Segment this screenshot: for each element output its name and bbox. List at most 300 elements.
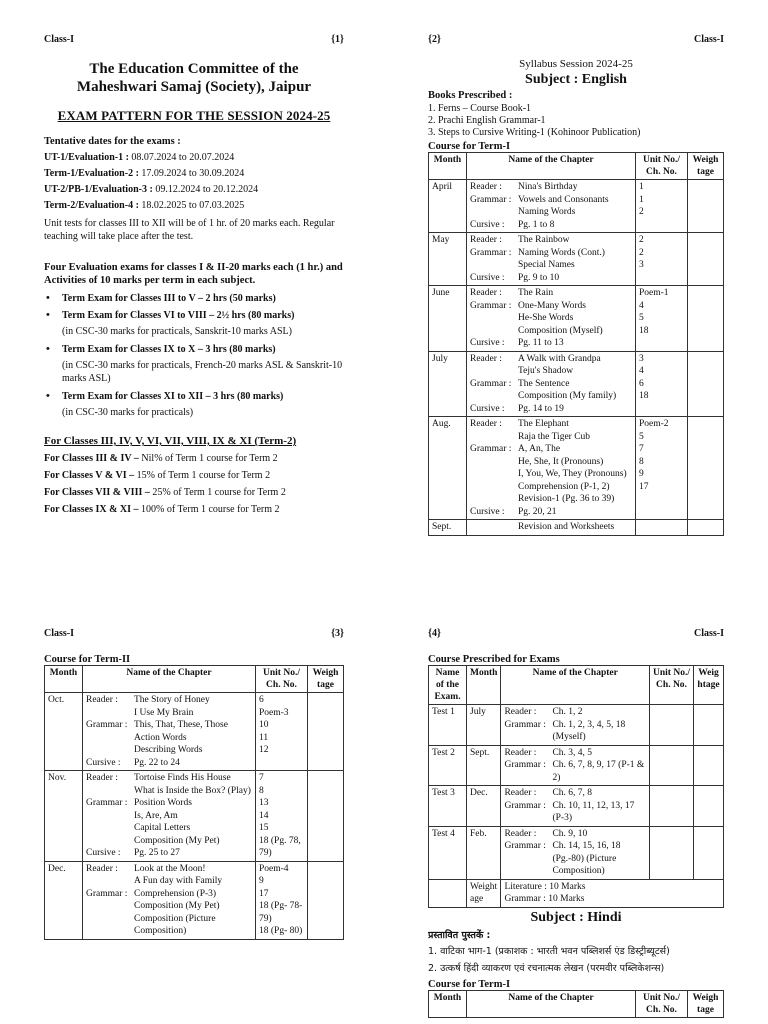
unit-value: 2 bbox=[639, 207, 644, 217]
month-cell: July bbox=[467, 705, 501, 746]
for-classes-label: For Classes VII & VIII – bbox=[44, 487, 150, 498]
weightage-cell bbox=[688, 286, 724, 352]
chapter-lines bbox=[470, 181, 632, 231]
chapter-name: A Walk with Grandpa bbox=[518, 353, 601, 364]
unit-value: 6 bbox=[639, 378, 644, 389]
chapter-name: What is Inside the Box? (Play) bbox=[134, 785, 251, 796]
chapter-cell bbox=[467, 520, 636, 536]
chapter-cell bbox=[467, 351, 636, 417]
column-header: Unit No./ Ch. No. bbox=[636, 153, 688, 180]
table-row bbox=[45, 861, 344, 939]
column-header: Weig htage bbox=[694, 666, 724, 705]
weightage-cell bbox=[688, 180, 724, 233]
exam-name-cell: Test 2 bbox=[429, 745, 467, 786]
for-classes-value: 100% of Term 1 course for Term 2 bbox=[138, 504, 280, 515]
for-classes-label: For Classes IX & XI – bbox=[44, 504, 139, 515]
chapter-name: The Story of Honey bbox=[134, 695, 210, 705]
for-classes-value: 25% of Term 1 course for Term 2 bbox=[149, 487, 286, 498]
chapter-type bbox=[86, 835, 134, 848]
chapter-name: Vowels and Consonants bbox=[518, 194, 609, 205]
chapter-type: Grammar : bbox=[470, 378, 512, 389]
course-exams-heading: Course Prescribed for Exams bbox=[428, 654, 560, 665]
chapter-cell bbox=[467, 286, 636, 352]
date-label: UT-1/Evaluation-1 : bbox=[44, 152, 129, 163]
chapter-lines bbox=[470, 418, 632, 518]
unit-value: Poem-3 bbox=[259, 707, 289, 718]
chapter-lines bbox=[86, 772, 252, 860]
chapter-cell bbox=[501, 705, 650, 746]
unit-value: 2 bbox=[639, 235, 644, 245]
hindi-book-item: 1. वाटिका भाग-1 (प्रकाशक : भारती भवन पब्लिशर्स एंड डिस्ट्रीब्यूटर्स) bbox=[428, 945, 670, 957]
weightage-cell bbox=[694, 786, 724, 827]
for-classes-line bbox=[44, 487, 344, 498]
weightage-cell bbox=[688, 351, 724, 417]
weightage-cell bbox=[308, 693, 344, 771]
course-term-1-heading: Course for Term-I bbox=[428, 141, 511, 152]
exam-course-table bbox=[428, 665, 724, 908]
unit-value: 4 bbox=[639, 366, 644, 376]
english-term-2-table bbox=[44, 665, 344, 940]
unit-cell bbox=[650, 786, 694, 827]
chapter-name: Comprehension (P-3) bbox=[134, 888, 217, 899]
unit-value: 10 bbox=[259, 720, 269, 730]
chapter-type bbox=[470, 431, 518, 444]
books-prescribed-heading: Books Prescribed : bbox=[428, 90, 513, 101]
weightage-row bbox=[429, 879, 724, 907]
chapter-name: I, You, We, They (Pronouns) bbox=[518, 469, 627, 479]
chapter-type: Reader : bbox=[470, 288, 502, 298]
table-row bbox=[429, 745, 724, 786]
chapter-type bbox=[470, 259, 518, 272]
unit-value: Poem-4 bbox=[259, 863, 289, 874]
date-label: Term-2/Evaluation-4 : bbox=[44, 200, 139, 211]
chapter-type: Reader : bbox=[470, 353, 502, 364]
page-4 bbox=[428, 628, 724, 1024]
chapter-name: Pg. 20, 21 bbox=[518, 506, 557, 517]
unit-value: 18 bbox=[639, 325, 649, 336]
org-line-2: Maheshwari Samaj (Society), Jaipur bbox=[76, 79, 312, 95]
unit-test-note: Unit tests for classes III to XII will be of 1 hr. of 20 marks each. Regular teaching will take place after the test. bbox=[44, 218, 335, 242]
date-line bbox=[44, 152, 344, 163]
for-classes-line bbox=[44, 470, 344, 481]
table-header-row bbox=[45, 666, 344, 693]
weightage-cell bbox=[688, 417, 724, 520]
chapter-name: Ch. 10, 11, 12, 13, 17 (P-3) bbox=[552, 800, 635, 823]
term-exam-item bbox=[44, 310, 344, 338]
chapter-name: The Rainbow bbox=[518, 235, 570, 245]
chapter-type bbox=[470, 456, 518, 469]
month-cell: Aug. bbox=[429, 417, 467, 520]
chapter-name: Composition (Picture Composition) bbox=[134, 913, 216, 936]
unit-value: Poem-2 bbox=[639, 419, 669, 429]
chapter-name: Position Words bbox=[134, 798, 192, 808]
chapter-lines bbox=[470, 521, 632, 534]
chapter-type: Grammar : bbox=[86, 798, 128, 808]
chapter-type bbox=[470, 481, 518, 494]
for-classes-line bbox=[44, 504, 344, 515]
column-header: Name of the Chapter bbox=[501, 666, 650, 705]
column-header: Name of the Chapter bbox=[467, 990, 636, 1017]
chapter-cell bbox=[501, 826, 650, 879]
organization-title bbox=[44, 60, 344, 96]
column-header: Weigh tage bbox=[688, 153, 724, 180]
column-header: Name of the Chapter bbox=[467, 153, 636, 180]
month-cell: Sept. bbox=[467, 745, 501, 786]
chapter-type bbox=[86, 732, 134, 745]
month-cell: May bbox=[429, 233, 467, 286]
chapter-name: A Fun day with Family bbox=[134, 876, 223, 886]
class-label: Class-I bbox=[44, 34, 75, 45]
org-line-1: The Education Committee of the bbox=[89, 61, 299, 77]
month-cell: Oct. bbox=[45, 693, 83, 771]
chapter-type: Reader : bbox=[86, 695, 118, 705]
chapter-name: Capital Letters bbox=[134, 823, 191, 833]
chapter-name: Ch. 1, 2 bbox=[552, 707, 583, 717]
column-header: Month bbox=[467, 666, 501, 705]
table-row bbox=[429, 786, 724, 827]
table-row bbox=[45, 771, 344, 862]
class-label: Class-I bbox=[44, 628, 75, 639]
chapter-type bbox=[86, 900, 134, 913]
chapter-type bbox=[470, 521, 518, 534]
chapter-name: Action Words bbox=[134, 732, 187, 743]
chapter-name: Ch. 14, 15, 16, 18 (Pg.-80) (Picture Composition) bbox=[552, 841, 621, 876]
unit-value: 8 bbox=[259, 785, 264, 796]
page-header bbox=[428, 628, 724, 642]
table-row bbox=[429, 233, 724, 286]
date-line bbox=[44, 168, 344, 179]
chapter-cell bbox=[83, 771, 256, 862]
table-header-row bbox=[429, 153, 724, 180]
chapter-name: Pg. 1 to 8 bbox=[518, 219, 555, 230]
subject-hindi-title: Subject : Hindi bbox=[530, 909, 622, 925]
date-line bbox=[44, 200, 344, 211]
chapter-type: Reader : bbox=[470, 419, 502, 429]
weightage-cell bbox=[694, 826, 724, 879]
chapter-cell bbox=[83, 861, 256, 939]
chapter-type: Grammar : bbox=[86, 888, 128, 899]
term-exam-item bbox=[44, 391, 344, 419]
unit-value: 12 bbox=[259, 745, 269, 755]
unit-cell bbox=[636, 351, 688, 417]
chapter-name: The Sentence bbox=[518, 378, 570, 389]
unit-cell bbox=[636, 417, 688, 520]
chapter-name: Pg. 22 to 24 bbox=[134, 757, 180, 768]
chapter-name: Look at the Moon! bbox=[134, 863, 206, 874]
page-header bbox=[428, 34, 724, 48]
unit-value: 14 bbox=[259, 810, 269, 821]
chapter-type: Reader : bbox=[470, 235, 502, 245]
empty-cell bbox=[429, 879, 467, 907]
chapter-name: Raja the Tiger Cub bbox=[518, 431, 591, 442]
unit-value: 1 bbox=[639, 194, 644, 205]
chapter-name: Comprehension (P-1, 2) bbox=[518, 481, 610, 492]
chapter-name: I Use My Brain bbox=[134, 707, 194, 718]
month-cell: Dec. bbox=[467, 786, 501, 827]
chapter-lines bbox=[470, 287, 632, 350]
weightage-cell bbox=[694, 705, 724, 746]
unit-cell bbox=[636, 233, 688, 286]
month-cell: Sept. bbox=[429, 520, 467, 536]
unit-value: 9 bbox=[259, 876, 264, 886]
chapter-lines bbox=[504, 787, 646, 825]
chapter-cell bbox=[467, 233, 636, 286]
chapter-name: The Elephant bbox=[518, 419, 569, 429]
book-item: 1. Ferns – Course Book-1 bbox=[428, 103, 532, 114]
unit-value: 3 bbox=[639, 353, 644, 364]
page-number: {2} bbox=[428, 34, 441, 45]
chapter-type bbox=[86, 822, 134, 835]
unit-value: 18 (Pg- 78-79) bbox=[259, 901, 303, 924]
exam-pattern-heading: EXAM PATTERN FOR THE SESSION 2024-25 bbox=[57, 108, 331, 123]
column-header: Month bbox=[45, 666, 83, 693]
chapter-type: Grammar : bbox=[470, 194, 512, 205]
chapter-lines bbox=[470, 234, 632, 284]
unit-value: 13 bbox=[259, 798, 269, 808]
book-item: 2. Prachi English Grammar-1 bbox=[428, 115, 546, 126]
for-classes-line bbox=[44, 453, 344, 464]
chapter-name: Ch. 6, 7, 8 bbox=[552, 788, 593, 798]
unit-value: 11 bbox=[259, 732, 269, 743]
hindi-course-term-1-heading: Course for Term-I bbox=[428, 978, 511, 990]
unit-value: 4 bbox=[639, 300, 644, 311]
unit-value: 7 bbox=[639, 444, 644, 454]
for-classes-list bbox=[44, 453, 344, 515]
chapter-type bbox=[470, 390, 518, 403]
chapter-name: Nina's Birthday bbox=[518, 182, 578, 192]
table-row bbox=[429, 520, 724, 536]
chapter-type: Reader : bbox=[504, 707, 537, 717]
chapter-type: Grammar : bbox=[86, 720, 128, 730]
term-exam-note: (in CSC-30 marks for practicals, French-20 marks ASL & Sanskrit-10 marks ASL) bbox=[62, 360, 343, 384]
for-classes-heading: For Classes III, IV, V, VI, VII, VIII, IX & XI (Term-2) bbox=[44, 435, 297, 447]
term-exam-note: (in CSC-30 marks for practicals) bbox=[62, 407, 194, 418]
term-exam-item bbox=[44, 344, 344, 385]
weightage-cell bbox=[308, 771, 344, 862]
chapter-type: Grammar : bbox=[470, 444, 512, 454]
chapter-type: Grammar : bbox=[470, 247, 512, 258]
chapter-lines bbox=[86, 863, 252, 938]
chapter-name: The Rain bbox=[518, 288, 554, 298]
chapter-type: Grammar : bbox=[504, 719, 546, 730]
chapter-type: Cursive : bbox=[470, 219, 505, 230]
term-exam-item bbox=[44, 293, 344, 304]
month-cell: April bbox=[429, 180, 467, 233]
chapter-lines bbox=[504, 706, 646, 744]
chapter-type: Reader : bbox=[504, 828, 537, 839]
for-classes-label: For Classes III & IV – bbox=[44, 453, 139, 464]
chapter-type bbox=[470, 325, 518, 338]
book-item: 3. Steps to Cursive Writing-1 (Kohinoor Publication) bbox=[428, 127, 641, 138]
column-header: Weigh tage bbox=[308, 666, 344, 693]
chapter-name: He-She Words bbox=[518, 313, 574, 323]
page-header bbox=[44, 628, 344, 642]
unit-cell bbox=[256, 693, 308, 771]
chapter-cell bbox=[83, 693, 256, 771]
chapter-type bbox=[470, 206, 518, 219]
chapter-cell bbox=[501, 745, 650, 786]
subject-english-title: Subject : English bbox=[525, 72, 627, 87]
column-header: Unit No./ Ch. No. bbox=[650, 666, 694, 705]
chapter-type bbox=[86, 744, 134, 757]
chapter-name: Naming Words (Cont.) bbox=[518, 247, 605, 258]
chapter-type: Grammar : bbox=[504, 800, 546, 811]
chapter-type: Cursive : bbox=[470, 272, 505, 283]
unit-cell bbox=[256, 771, 308, 862]
unit-value: 18 (Pg- 80) bbox=[259, 926, 303, 936]
column-header: Month bbox=[429, 153, 467, 180]
term-exam-title: Term Exam for Classes III to V – 2 hrs (50 marks) bbox=[62, 293, 276, 304]
weightage-cell bbox=[308, 861, 344, 939]
unit-value: 5 bbox=[639, 431, 644, 442]
date-label: UT-2/PB-1/Evaluation-3 : bbox=[44, 184, 153, 195]
unit-cell bbox=[650, 705, 694, 746]
weightage-values bbox=[501, 879, 724, 907]
chapter-type: Cursive : bbox=[470, 403, 505, 414]
chapter-type: Cursive : bbox=[470, 338, 505, 348]
for-classes-value: Nil% of Term 1 course for Term 2 bbox=[138, 453, 278, 464]
chapter-lines bbox=[86, 694, 252, 769]
page-3 bbox=[44, 628, 344, 1024]
unit-value: 2 bbox=[639, 247, 644, 258]
column-header: Unit No./ Ch. No. bbox=[256, 666, 308, 693]
weightage-cell bbox=[694, 745, 724, 786]
chapter-name: Composition (Myself) bbox=[518, 325, 603, 336]
english-term-1-table bbox=[428, 152, 724, 536]
chapter-type: Cursive : bbox=[86, 757, 121, 768]
chapter-cell bbox=[467, 417, 636, 520]
weightage-line: Grammar : 10 Marks bbox=[504, 894, 585, 904]
chapter-name: Ch. 1, 2, 3, 4, 5, 18 (Myself) bbox=[552, 719, 626, 742]
month-cell: Dec. bbox=[45, 861, 83, 939]
unit-cell bbox=[650, 745, 694, 786]
date-value: 08.07.2024 to 20.07.2024 bbox=[128, 152, 235, 163]
column-header: Name of the Exam. bbox=[429, 666, 467, 705]
chapter-name: This, That, These, Those bbox=[134, 720, 228, 730]
chapter-type bbox=[86, 707, 134, 720]
page-1 bbox=[44, 34, 344, 594]
chapter-name: Pg. 9 to 10 bbox=[518, 272, 560, 283]
chapter-type bbox=[470, 312, 518, 325]
unit-value: 17 bbox=[259, 888, 269, 899]
date-label: Term-1/Evaluation-2 : bbox=[44, 168, 139, 179]
unit-cell bbox=[650, 826, 694, 879]
date-line bbox=[44, 184, 344, 195]
page-number: {1} bbox=[331, 34, 344, 45]
exam-name-cell: Test 4 bbox=[429, 826, 467, 879]
class-label: Class-I bbox=[693, 628, 724, 639]
unit-value: 18 (Pg. 78, 79) bbox=[259, 835, 301, 858]
chapter-type bbox=[86, 913, 134, 938]
table-row bbox=[429, 180, 724, 233]
date-value: 18.02.2025 to 07.03.2025 bbox=[138, 200, 245, 211]
chapter-name: Naming Words bbox=[518, 207, 576, 217]
chapter-cell bbox=[501, 786, 650, 827]
chapter-name: One-Many Words bbox=[518, 300, 586, 311]
chapter-name: Teju's Shadow bbox=[518, 366, 574, 376]
date-value: 17.09.2024 to 30.09.2024 bbox=[138, 168, 245, 179]
chapter-name: He, She, It (Pronouns) bbox=[518, 456, 604, 467]
weightage-label: Weight age bbox=[467, 879, 501, 907]
term-exam-note: (in CSC-30 marks for practicals, Sanskrit-10 marks ASL) bbox=[62, 326, 292, 337]
chapter-type: Reader : bbox=[504, 747, 537, 758]
unit-value: 8 bbox=[639, 456, 644, 467]
chapter-name: Describing Words bbox=[134, 745, 203, 755]
four-evaluation-heading: Four Evaluation exams for classes I & II-20 marks each (1 hr.) and Activities of 10 marks per term in each subject. bbox=[44, 262, 343, 286]
unit-cell bbox=[636, 520, 688, 536]
term-exam-list bbox=[44, 293, 344, 419]
chapter-name: Ch. 6, 7, 8, 9, 17 (P-1 & 2) bbox=[552, 760, 645, 783]
chapter-type: Reader : bbox=[86, 863, 118, 874]
chapter-type bbox=[470, 365, 518, 378]
exam-name-cell: Test 1 bbox=[429, 705, 467, 746]
unit-value: 15 bbox=[259, 823, 269, 833]
unit-cell bbox=[636, 286, 688, 352]
column-header: Name of the Chapter bbox=[83, 666, 256, 693]
chapter-type bbox=[86, 785, 134, 798]
month-cell: June bbox=[429, 286, 467, 352]
date-value: 09.12.2024 to 20.12.2024 bbox=[152, 184, 259, 195]
page-header bbox=[44, 34, 344, 48]
weightage-cell bbox=[688, 520, 724, 536]
chapter-type bbox=[86, 810, 134, 823]
for-classes-label: For Classes V & VI – bbox=[44, 470, 135, 481]
column-header: Month bbox=[429, 990, 467, 1017]
unit-value: 3 bbox=[639, 260, 644, 270]
chapter-type: Reader : bbox=[470, 182, 502, 192]
weightage-cell bbox=[688, 233, 724, 286]
term-exam-title: Term Exam for Classes XI to XII – 3 hrs (80 marks) bbox=[62, 391, 284, 402]
unit-value: 9 bbox=[639, 469, 644, 479]
table-row bbox=[429, 705, 724, 746]
column-header: Unit No./ Ch. No. bbox=[636, 990, 688, 1017]
page-2 bbox=[428, 34, 724, 564]
chapter-type bbox=[470, 493, 518, 506]
for-classes-value: 15% of Term 1 course for Term 2 bbox=[134, 470, 271, 481]
chapter-lines bbox=[504, 828, 646, 878]
chapter-cell bbox=[467, 180, 636, 233]
chapter-name: Revision and Worksheets bbox=[518, 522, 615, 532]
month-cell: Nov. bbox=[45, 771, 83, 862]
chapter-name: Pg. 25 to 27 bbox=[134, 848, 180, 858]
unit-value: 17 bbox=[639, 481, 649, 492]
table-header-row bbox=[429, 666, 724, 705]
chapter-type bbox=[86, 875, 134, 888]
chapter-name: Composition (My Pet) bbox=[134, 901, 220, 911]
chapter-type: Cursive : bbox=[86, 848, 121, 858]
chapter-name: Ch. 9, 10 bbox=[552, 828, 588, 839]
chapter-name: Revision-1 (Pg. 36 to 39) bbox=[518, 494, 615, 504]
tentative-dates-heading: Tentative dates for the exams : bbox=[44, 136, 181, 147]
course-term-2-heading: Course for Term-II bbox=[44, 654, 131, 665]
chapter-type: Grammar : bbox=[470, 300, 512, 311]
chapter-name: Pg. 14 to 19 bbox=[518, 403, 564, 414]
unit-value: Poem-1 bbox=[639, 288, 669, 298]
hindi-term-1-table bbox=[428, 990, 724, 1018]
hindi-book-item: 2. उत्कर्ष हिंदी व्याकरण एवं रचनात्मक लेखन (परमवीर पब्लिकेशन्स) bbox=[428, 962, 665, 974]
weightage-line: Literature : 10 Marks bbox=[504, 881, 586, 892]
chapter-type: Cursive : bbox=[470, 506, 505, 517]
hindi-books-heading: प्रस्तावित पुस्तकें : bbox=[428, 929, 491, 941]
class-label: Class-I bbox=[693, 34, 724, 45]
table-row bbox=[45, 693, 344, 771]
syllabus-session-title: Syllabus Session 2024-25 bbox=[519, 58, 633, 70]
chapter-name: Ch. 3, 4, 5 bbox=[552, 747, 593, 758]
unit-value: 5 bbox=[639, 313, 644, 323]
chapter-name: Composition (My family) bbox=[518, 391, 617, 401]
books-list bbox=[428, 103, 724, 139]
table-header-row bbox=[429, 990, 724, 1017]
